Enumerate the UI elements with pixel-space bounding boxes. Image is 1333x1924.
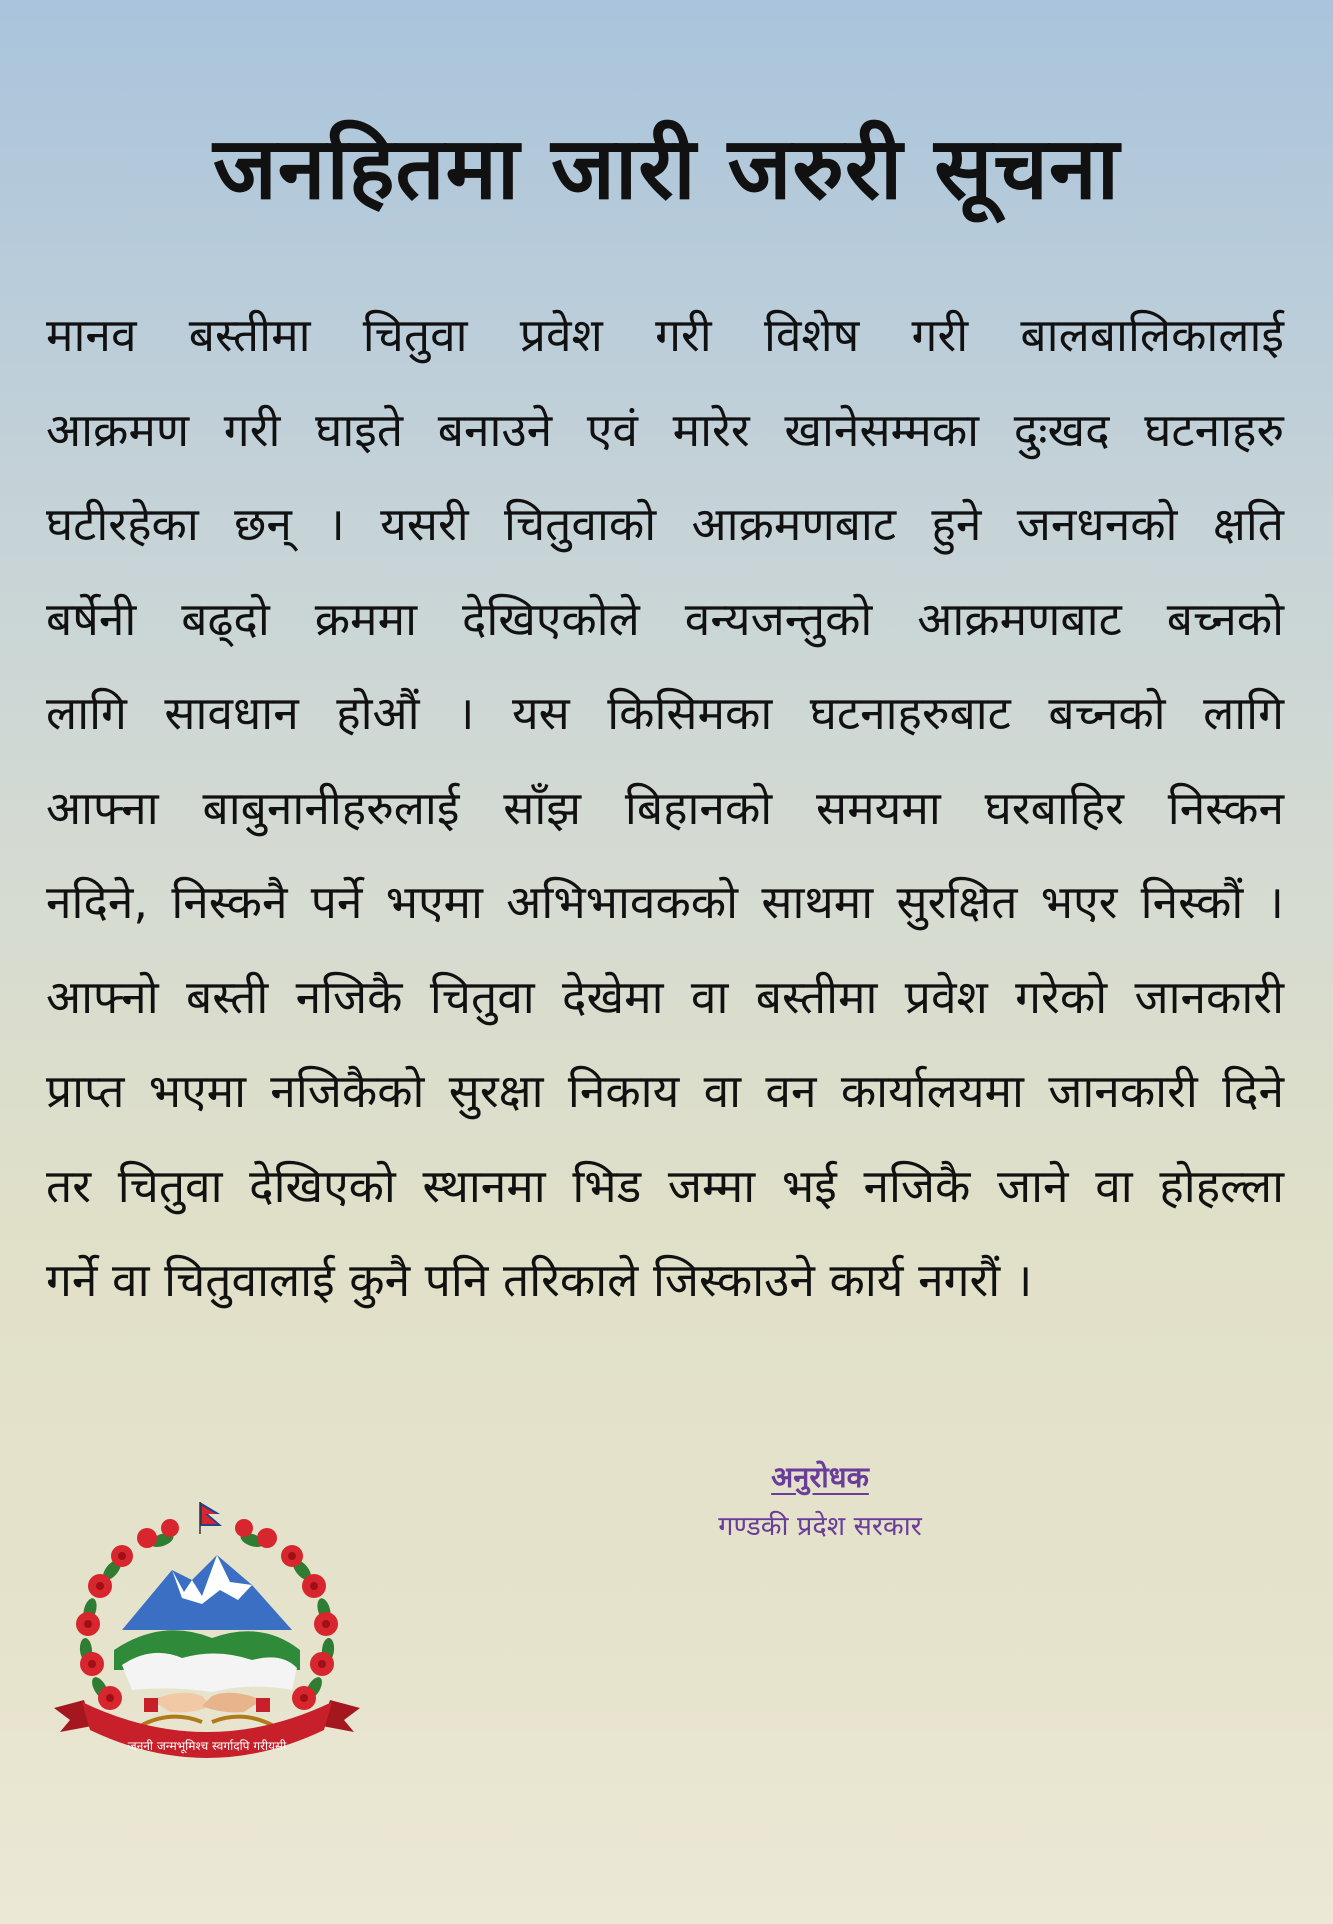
handshake-icon	[144, 1693, 270, 1713]
notice-line: तर चितुवा देखिएको स्थानमा भिड जम्मा भई नजिकै जाने वा होहल्ला	[46, 1158, 1284, 1213]
signature-organization: गण्डकी प्रदेश सरकार	[718, 1511, 922, 1542]
notice-line: मानव बस्तीमा चितुवा प्रवेश गरी विशेष गरी बालबालिकालाई	[46, 308, 1284, 362]
notice-line: आक्रमण गरी घाइते बनाउने एवं मारेर खानेसम्मका दुःखद घटनाहरु	[46, 402, 1284, 457]
signature-block	[660, 1455, 980, 1549]
mountain-icon	[114, 1555, 300, 1692]
notice-line-last: गर्ने वा चितुवालाई कुनै पनि तरिकाले जिस्काउने कार्य नगरौं ।	[46, 1253, 1033, 1307]
notice-line: आफ्ना बाबुनानीहरुलाई साँझ बिहानको समयमा घरबाहिर निस्कन	[46, 780, 1284, 835]
gandaki-emblem	[52, 1500, 362, 1770]
nepal-flag-icon	[200, 1502, 222, 1534]
notice-line: लागि सावधान होऔं । यस किसिमका घटनाहरुबाट बच्नको लागि	[46, 686, 1284, 740]
notice-body	[46, 288, 1284, 1328]
notice-line: आफ्नो बस्ती नजिकै चितुवा देखेमा वा बस्तीमा प्रवेश गरेको जानकारी	[46, 969, 1284, 1024]
notice-line: बर्षेनी बढ्दो क्रममा देखिएकोले वन्यजन्तुको आक्रमणबाट बच्नको	[46, 591, 1284, 646]
notice-line: घटीरहेका छन् । यसरी चितुवाको आक्रमणबाट हुने जनधनको क्षति	[46, 497, 1284, 551]
signature-label: अनुरोधक	[771, 1460, 869, 1494]
notice-line: नदिने, निस्कनै पर्ने भएमा अभिभावकको साथमा सुरक्षित भएर निस्कौं ।	[46, 875, 1284, 929]
wheat-icon	[142, 1717, 272, 1725]
notice-title: जनहितमा जारी जरुरी सूचना	[213, 119, 1120, 219]
emblem-motto: जननी जन्मभूमिश्च स्वर्गादपि गरीयसी	[127, 1739, 287, 1753]
notice-line: प्राप्त भएमा नजिकैको सुरक्षा निकाय वा वन कार्यालयमा जानकारी दिने	[46, 1064, 1284, 1118]
